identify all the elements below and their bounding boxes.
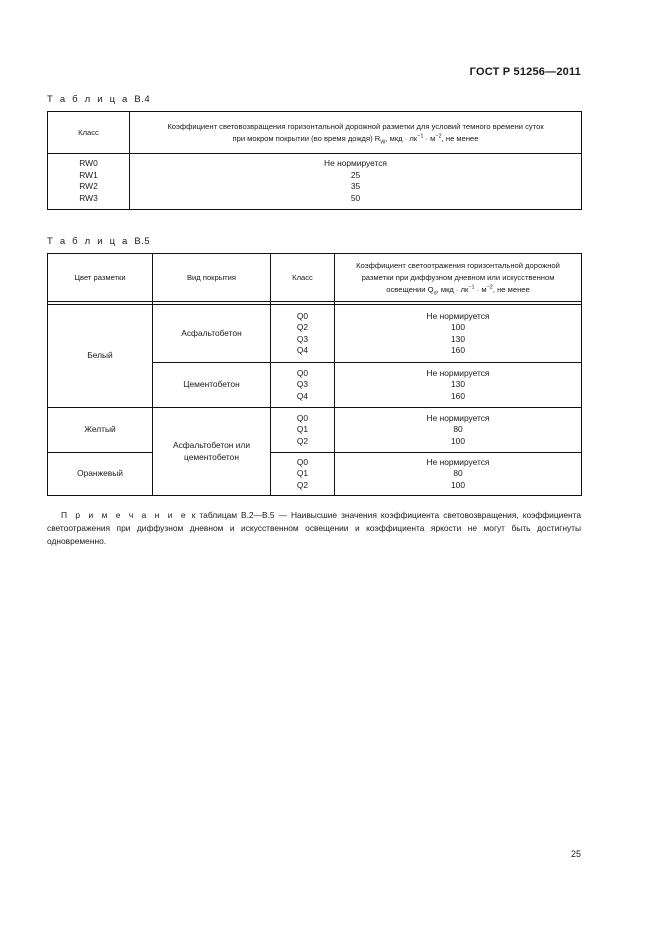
table-b5-color-orange: Оранжевый [77, 468, 123, 479]
table-b5-coating-cement: Цементобетон [183, 379, 240, 390]
table-row-value: 80 [453, 468, 463, 479]
table-row-class: Q2 [296, 479, 309, 490]
table-b5-class-group [271, 453, 334, 495]
table-row-class: Q0 [296, 456, 309, 467]
table-row-class: Q4 [296, 390, 309, 401]
table-row-class: Q0 [296, 367, 309, 378]
table-b4-header-class: Класс [78, 127, 99, 137]
document-code: ГОСТ Р 51256—2011 [469, 66, 581, 78]
table-row-class: RW1 [79, 169, 98, 180]
table-b5-class-group [271, 305, 334, 362]
table-b5-value-group [335, 363, 581, 407]
table-b5-header-coefficient-line2: разметки при диффузном дневном или искусственном [361, 272, 555, 282]
table-b5-caption-number: В.5 [134, 236, 151, 247]
table-b5-header-coefficient-line1: Коэффициент светоотражения горизонтальной дорожной [356, 260, 560, 270]
table-row-class: Q1 [296, 424, 309, 435]
page-number: 25 [570, 849, 581, 859]
table-row-value: 35 [350, 181, 361, 191]
table-b5-class-group [271, 363, 334, 407]
table-b4-class-cells [48, 157, 129, 205]
table-b5-header-coefficient [335, 254, 581, 301]
table-row-class: Q2 [296, 435, 309, 446]
table-row-value: 50 [350, 192, 361, 203]
table-row-class: Q4 [296, 345, 309, 355]
table-row-class: Q3 [296, 379, 309, 390]
table-b5-value-group [335, 453, 581, 495]
table-b5-coating-either-line2: цементобетон [184, 451, 239, 462]
table-row-value: 100 [451, 435, 465, 446]
table-row-class: Q3 [296, 333, 309, 344]
table-b5-caption [47, 236, 150, 247]
note-label: П р и м е ч а н и е [61, 510, 188, 520]
table-b5-header-color: Цвет разметки [74, 272, 126, 282]
table-row-class: Q0 [296, 310, 309, 321]
table-row-value: 25 [350, 169, 361, 180]
table-b5-coating-asphalt: Асфальтобетон [181, 327, 242, 338]
table-b5-color-white: Белый [87, 350, 113, 361]
table-row-value: 130 [451, 379, 465, 390]
table-b5-coating-either [153, 408, 270, 495]
table-row-value: 100 [451, 479, 465, 490]
table-b4-header-coefficient [130, 112, 581, 153]
table-b4-divider [47, 153, 582, 154]
table-b5-caption-label: Т а б л и ц а [47, 236, 130, 247]
table-note [47, 509, 581, 548]
table-row-value: 130 [451, 333, 465, 344]
table-row-value: 80 [453, 424, 463, 435]
table-row-class: RW3 [79, 192, 98, 203]
table-b4-caption-label: Т а б л и ц а [47, 94, 130, 105]
table-b5-divider [47, 301, 582, 302]
table-row-class: Q1 [296, 468, 309, 479]
table-b5-color-yellow: Желтый [84, 424, 116, 435]
table-b5-header-coating: Вид покрытия [186, 272, 237, 282]
table-row-class: RW2 [79, 181, 98, 191]
table-b5-value-group [335, 305, 581, 362]
table-b4-caption-number: В.4 [134, 94, 151, 105]
table-row-value: Не нормируется [426, 310, 490, 321]
table-row-class: RW0 [79, 158, 98, 168]
table-b5-class-group [271, 408, 334, 452]
table-b5-header-coefficient-line3: освещении $Q_d$, мкд · $лк^{-1} \cdot м^{-2}$, не менее [386, 283, 530, 297]
table-b5-header-class: Класс [292, 272, 313, 282]
table-row-value: Не нормируется [426, 412, 490, 423]
table-b4-caption [47, 94, 150, 105]
table-b5-value-group [335, 408, 581, 452]
table-row-value: 160 [451, 345, 465, 355]
table-b4-value-cells [130, 157, 581, 205]
table-b4-header-coefficient-line1: Коэффициент световозвращения горизонтальной дорожной разметки для условий темного времени суток [167, 121, 544, 131]
table-row-value: Не нормируется [426, 456, 490, 467]
table-row-value: 100 [451, 322, 465, 332]
table-row-value: Не нормируется [426, 367, 490, 378]
table-row-class: Q2 [296, 322, 309, 332]
table-row-class: Q0 [296, 412, 309, 423]
note-text: к таблицам В.2—В.5 — Наивысшие значения коэффициента световозвращения, коэффициента светоотражения при диффузном дневном и искусственном освещении и коэффициента яркости не могут быть достигнуты одновременно. [47, 510, 582, 546]
table-b4-header-coefficient-line2: при мокром покрытии (во время дождя) $R_W$, мкд · $лк^{-1} \cdot м^{-2}$, не менее [232, 132, 479, 146]
table-b5-coating-either-line1: Асфальтобетон или [173, 440, 250, 450]
table-row-value: Не нормируется [324, 158, 387, 168]
table-row-value: 160 [451, 390, 465, 401]
